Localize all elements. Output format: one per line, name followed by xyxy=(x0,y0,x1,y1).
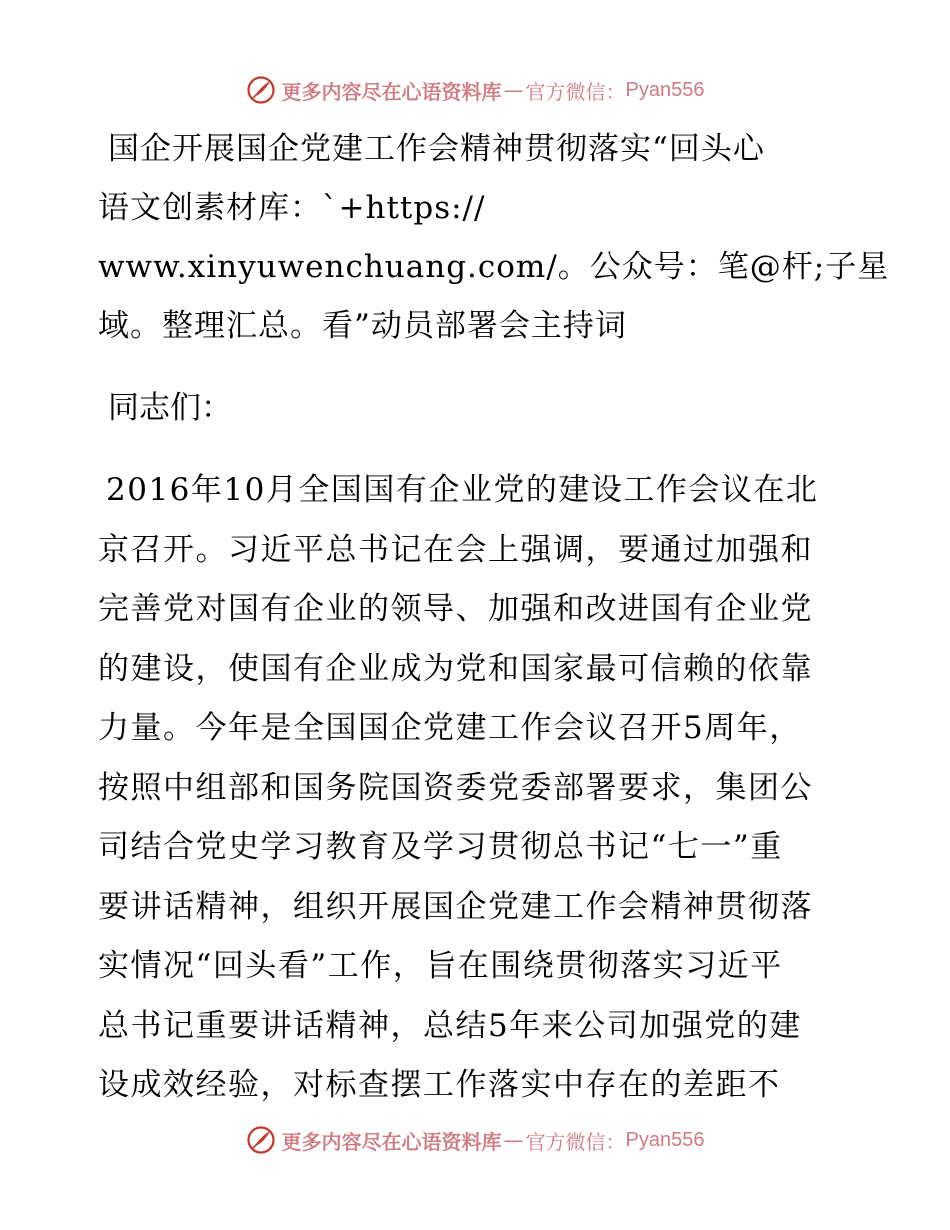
title-line: 国企开展国企党建工作会精神贯彻落实“回头心 xyxy=(108,131,765,167)
paragraph-line: 力量。今年是全国国企党建工作会议召开5周年， xyxy=(98,710,802,746)
paragraph-line: 总书记重要讲话精神，总结5年来公司加强党的建 xyxy=(98,1007,802,1044)
paragraph-line: 实情况“回头看”工作，旨在围绕贯彻落实习近平 xyxy=(98,948,783,984)
paragraph-line: 2016年10月全国国有企业党的建设工作会议在北 xyxy=(106,472,819,508)
paragraph-line: 的建设，使国有企业成为党和国家最可信赖的依靠 xyxy=(98,650,813,687)
paragraph-line: 司结合党史学习教育及学习贯彻总书记“七一”重 xyxy=(98,829,783,865)
paragraph-line: 要讲话精神，组织开展国企党建工作会精神贯彻落 xyxy=(98,888,813,925)
quill-logo-icon xyxy=(246,75,276,105)
title-line: www.xinyuwenchuang.com/。公众号：笔@杆;子星 xyxy=(98,249,890,285)
body-paragraph xyxy=(98,461,850,1116)
banner-dash: — xyxy=(503,78,524,102)
greeting: 同志们： xyxy=(108,390,232,426)
quill-logo-icon xyxy=(246,1125,276,1155)
paragraph-line: 京召开。习近平总书记在会上强调，要通过加强和 xyxy=(98,531,813,568)
banner-wechat-label: 官方微信： xyxy=(525,1129,626,1154)
document-title xyxy=(98,120,890,356)
banner-wechat-id: Pyan556 xyxy=(625,1128,705,1151)
banner-wechat-label: 官方微信： xyxy=(525,79,626,104)
banner-site-text: 更多内容尽在心语资料库 xyxy=(281,79,502,104)
title-line: 语文创素材库：`+https:// xyxy=(98,190,486,226)
paragraph-line: 完善党对国有企业的领导、加强和改进国有企业党 xyxy=(98,591,813,627)
banner-dash: — xyxy=(503,1128,524,1152)
paragraph-line: 按照中组部和国务院国资委党委部署要求，集团公 xyxy=(98,769,813,806)
header-banner xyxy=(0,68,950,112)
title-line: 域。整理汇总。看”动员部署会主持词 xyxy=(98,308,627,344)
banner-site-text: 更多内容尽在心语资料库 xyxy=(281,1129,502,1154)
banner-wechat-id: Pyan556 xyxy=(625,78,705,101)
paragraph-line: 设成效经验，对标查摆工作落实中存在的差距不 xyxy=(98,1067,781,1103)
footer-banner xyxy=(0,1118,950,1162)
document-body xyxy=(98,120,890,1116)
